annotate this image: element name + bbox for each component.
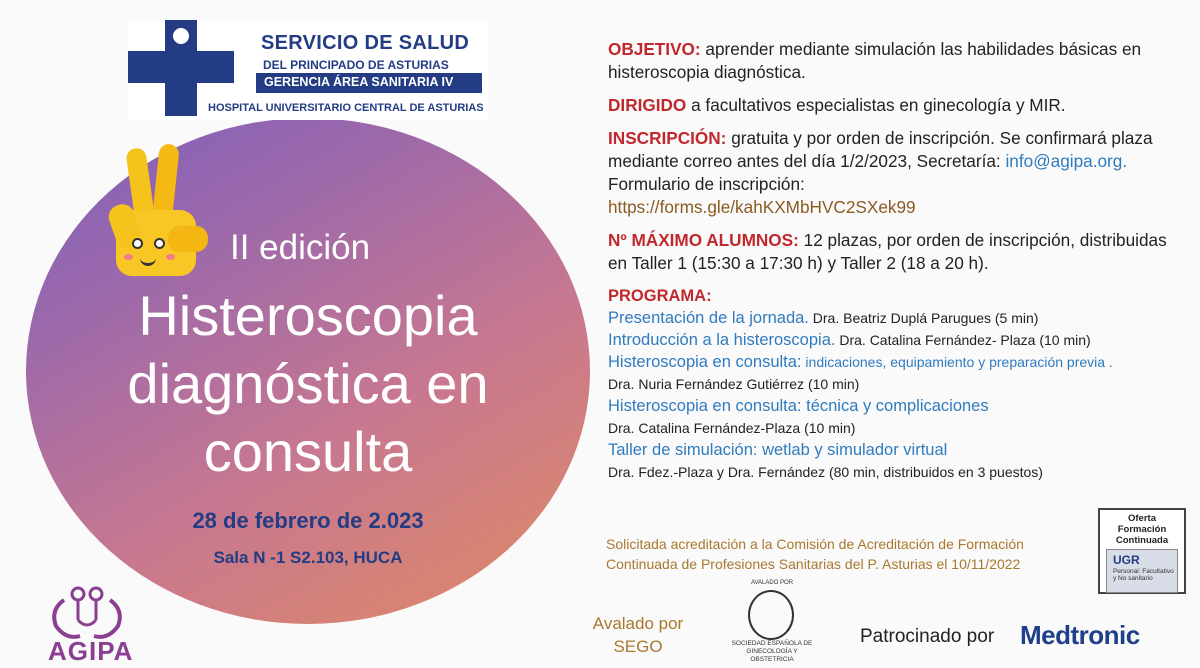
programa-section	[608, 285, 1188, 483]
oferta-line: Formación	[1117, 524, 1167, 535]
logo-line-1: SERVICIO DE SALUD	[261, 32, 470, 54]
program-item-speaker: Dra. Beatriz Duplá Parugues (5 min)	[808, 310, 1039, 326]
info-column	[608, 38, 1188, 483]
formulario-paragraph	[608, 173, 1188, 196]
program-item-title: Presentación de la jornada.	[608, 309, 809, 327]
title-line: diagnóstica en	[127, 352, 489, 415]
program-item-speaker: Dra. Catalina Fernández-Plaza (10 min)	[608, 420, 856, 436]
program-item-title: Histeroscopia en consulta: técnica y complicaciones	[608, 397, 989, 415]
inscripcion-label: INSCRIPCIÓN:	[608, 128, 727, 148]
program-item	[608, 351, 1188, 373]
inscripcion-paragraph	[608, 127, 1188, 173]
email-link[interactable]: info@agipa.org.	[1005, 151, 1128, 171]
program-item-subtitle: indicaciones, equipamiento y preparación previa .	[801, 354, 1113, 370]
formulario-url-paragraph	[608, 196, 1188, 219]
dirigido-label: DIRIGIDO	[608, 95, 687, 115]
programa-label: PROGRAMA:	[608, 287, 712, 305]
logo-line-3: GERENCIA ÁREA SANITARIA IV	[256, 73, 482, 93]
oferta-line: Oferta	[1128, 513, 1156, 524]
program-item	[608, 307, 1188, 329]
patrocinado-label: Patrocinado por	[860, 626, 995, 647]
logo-line-4: HOSPITAL UNIVERSITARIO CENTRAL DE ASTURIAS	[208, 102, 484, 114]
ugr-box	[1106, 549, 1178, 593]
maximo-label: Nº MÁXIMO ALUMNOS:	[608, 230, 799, 250]
maximo-text: 12 plazas, por orden de inscripción, distribuidas en Taller 1 (15:30 a 17:30 h) y Taller 2 (18 a 20 h).	[608, 230, 1167, 273]
program-item-title: Introducción a la histeroscopia.	[608, 331, 836, 349]
logo-line-2: DEL PRINCIPADO DE ASTURIAS	[263, 58, 449, 72]
program-item-title: Histeroscopia en consulta:	[608, 353, 802, 371]
avalado-label: Avalado por SEGO	[592, 614, 684, 656]
sespa-logo	[128, 20, 488, 120]
ugr-small: Personal: Facultativo y No sanitario	[1113, 568, 1174, 582]
event-date: 28 de febrero de 2.023	[192, 508, 424, 533]
sego-name: SOCIEDAD ESPAÑOLA DE GINECOLOGÍA Y OBSTETRICIA	[731, 640, 813, 663]
edition-label: II edición	[230, 228, 371, 267]
dirigido-paragraph	[608, 94, 1188, 117]
program-item-speaker: Dra. Catalina Fernández- Plaza (10 min)	[835, 332, 1091, 348]
agipa-name: AGIPA	[48, 636, 134, 666]
oferta-formacion-badge	[1098, 508, 1186, 594]
sego-top-text: AVALADO POR	[750, 580, 794, 586]
objetivo-label: OBJETIVO:	[608, 39, 701, 59]
program-item-title: Taller de simulación: wetlab y simulador virtual	[608, 441, 948, 459]
title-line: Histeroscopia	[138, 284, 478, 347]
victory-hand-emoji-icon	[108, 144, 208, 284]
program-item	[608, 329, 1188, 351]
program-item-speaker: Dra. Fdez.-Plaza y Dra. Fernández (80 min, distribuidos en 3 puestos)	[608, 464, 1043, 480]
oferta-line: Continuada	[1115, 535, 1169, 546]
formulario-label: Formulario de inscripción:	[608, 174, 805, 194]
accreditation-note: Solicitada acreditación a la Comisión de Acreditación de Formación Continuada de Profesiones Sanitarias del P. Asturias el 10/11/2022	[606, 536, 1024, 572]
formulario-link[interactable]: https://forms.gle/kahKXMbHVC2SXek99	[608, 197, 916, 217]
title-line: consulta	[203, 420, 413, 483]
sego-seal-icon	[748, 590, 794, 640]
ugr-label: UGR	[1113, 553, 1140, 567]
inscripcion-text: gratuita y por orden de inscripción. Se confirmará plaza mediante correo antes del día 1/2/2023, Secretaría:	[608, 128, 1153, 171]
dirigido-text: a facultativos especialistas en ginecología y MIR.	[686, 95, 1066, 115]
course-title	[50, 282, 566, 486]
event-place: Sala N -1 S2.103, HUCA	[213, 548, 403, 567]
oferta-title	[1100, 513, 1184, 546]
maximo-paragraph	[608, 229, 1188, 275]
program-item-speaker: Dra. Nuria Fernández Gutiérrez (10 min)	[608, 376, 860, 392]
objetivo-paragraph	[608, 38, 1188, 84]
sego-seal	[724, 580, 820, 666]
medtronic-logo: Medtronic	[1020, 620, 1140, 650]
objetivo-text: aprender mediante simulación las habilidades básicas en histeroscopia diagnóstica.	[608, 39, 1142, 82]
